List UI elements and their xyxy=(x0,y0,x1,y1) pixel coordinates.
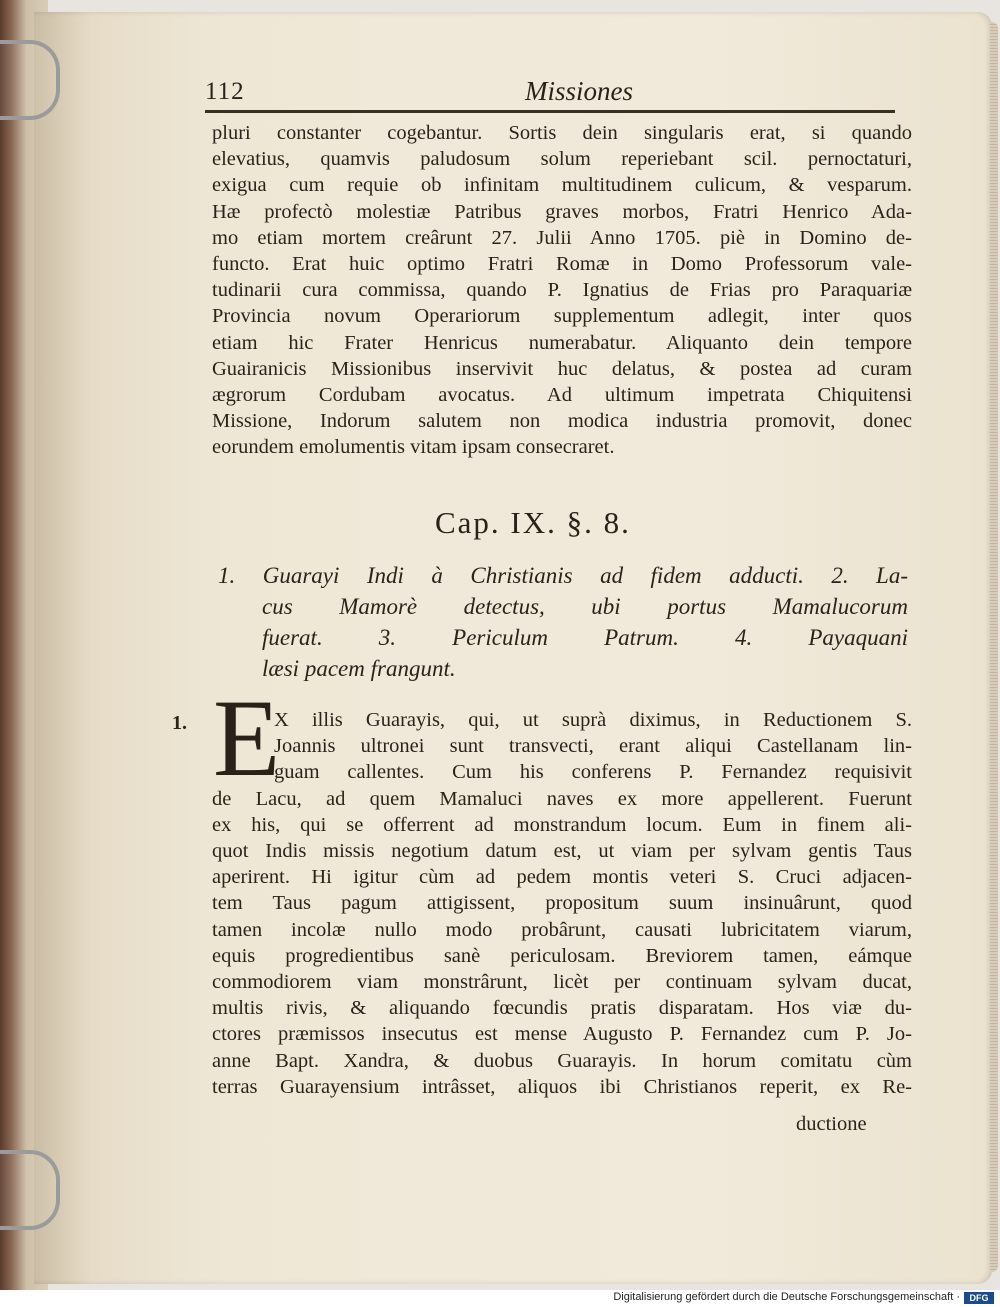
body-paragraph xyxy=(212,707,912,1100)
text-line: tudinarii cura commissa, quando P. Ignatius de Frias pro Paraquariæ xyxy=(212,279,912,302)
text-line: exigua cum requie ob infinitam multitudinem culicum, & vesparum. xyxy=(212,174,912,197)
text-line: Hæ profectò molestiæ Patribus graves morbos, Fratri Henrico Ada- xyxy=(212,200,912,223)
top-paragraph xyxy=(212,120,912,461)
summary-line: læsi pacem frangunt. xyxy=(262,656,456,681)
text-line: commodiorem viam monstrârunt, licèt per continuam sylvam ducat, xyxy=(212,971,912,994)
text-line: guam callentes. Cum his conferens P. Fernandez requisivit xyxy=(274,761,912,784)
funding-credit: Digitalisierung gefördert durch die Deutsche Forschungsgemeinschaft · xyxy=(613,1291,960,1303)
text-line: mo etiam mortem creârunt 27. Julii Anno 1705. piè in Domino de- xyxy=(212,226,912,249)
text-line: Missione, Indorum salutem non modica industria promovit, donec xyxy=(212,410,912,433)
text-line: equis progredientibus sanè periculosam. Breviorem tamen, eámque xyxy=(212,944,912,967)
text-line: quot Indis missis negotium datum est, ut viam per sylvam gentis Taus xyxy=(212,840,912,863)
page-number: 112 xyxy=(205,78,245,105)
text-line: tem Taus pagum attigissent, propositum suum insinuârunt, quod xyxy=(212,892,912,915)
running-head xyxy=(205,78,905,114)
binder-clip-bottom xyxy=(0,1150,60,1230)
summary-line: 1. Guarayi Indi à Christianis ad fidem adducti. 2. La- xyxy=(218,563,908,588)
text-line: eorundem emolumentis vitam ipsam consecraret. xyxy=(212,436,615,459)
text-line: ctores præmissos insecutus est mense Augusto P. Fernandez cum P. Jo- xyxy=(212,1023,912,1046)
text-line: elevatius, quamvis paludosum solum reperiebant scil. pernoctaturi, xyxy=(212,148,912,171)
text-line: ex his, qui se offerrent ad monstrandum locum. Eum in finem ali- xyxy=(212,813,912,836)
text-line: pluri constanter cogebantur. Sortis dein singularis erat, si quando xyxy=(212,122,912,144)
binder-clip-top xyxy=(0,40,60,120)
text-line: functo. Erat huic optimo Fratri Romæ in Domo Professorum vale- xyxy=(212,253,912,276)
text-line: ægrorum Cordubam avocatus. Ad ultimum impetrata Chiquitensi xyxy=(212,384,912,407)
drop-cap: E xyxy=(213,677,281,799)
text-line: anne Bapt. Xandra, & duobus Guarayis. In horum comitatu cùm xyxy=(212,1049,912,1072)
text-line: Provincia novum Operariorum supplementum adlegit, inter quos xyxy=(212,305,912,328)
chapter-heading: Cap. IX. §. 8. xyxy=(435,505,631,540)
chapter-summary xyxy=(218,560,908,684)
text-line: Guairanicis Missionibus inservivit huc delatus, & postea ad curam xyxy=(212,357,912,380)
text-line: multis rivis, & aliquando fœcundis pratis disparatam. Hos viæ du- xyxy=(212,997,912,1020)
summary-line: cus Mamorè detectus, ubi portus Mamalucorum xyxy=(262,594,908,619)
text-line: terras Guarayensium intrâsset, aliquos ibi Christianos reperit, ex Re- xyxy=(212,1075,912,1098)
text-line: aperirent. Hi igitur cùm ad pedem montis veteri S. Cruci adjacen- xyxy=(212,866,912,889)
header-rule xyxy=(205,110,895,113)
dfg-logo[interactable]: DFG xyxy=(964,1292,994,1304)
text-line: X illis Guarayis, qui, ut suprà diximus, in Reductionem S. xyxy=(274,709,912,731)
text-line: de Lacu, ad quem Mamaluci naves ex more appellerent. Fuerunt xyxy=(212,787,912,810)
paragraph-marker: 1. xyxy=(172,712,187,734)
text-line: etiam hic Frater Henricus numerabatur. Aliquanto dein tempore xyxy=(212,331,912,354)
running-title: Missiones xyxy=(525,76,633,106)
text-line: Joannis ultronei sunt transvecti, erant aliqui Castellanam lin- xyxy=(274,735,912,758)
text-line: tamen incolæ nullo modo probârunt, causati lubricitatem viarum, xyxy=(212,918,912,941)
catchword: ductione xyxy=(796,1113,867,1135)
summary-line: fuerat. 3. Periculum Patrum. 4. Payaquani xyxy=(262,625,908,650)
page-edge xyxy=(990,22,998,1272)
